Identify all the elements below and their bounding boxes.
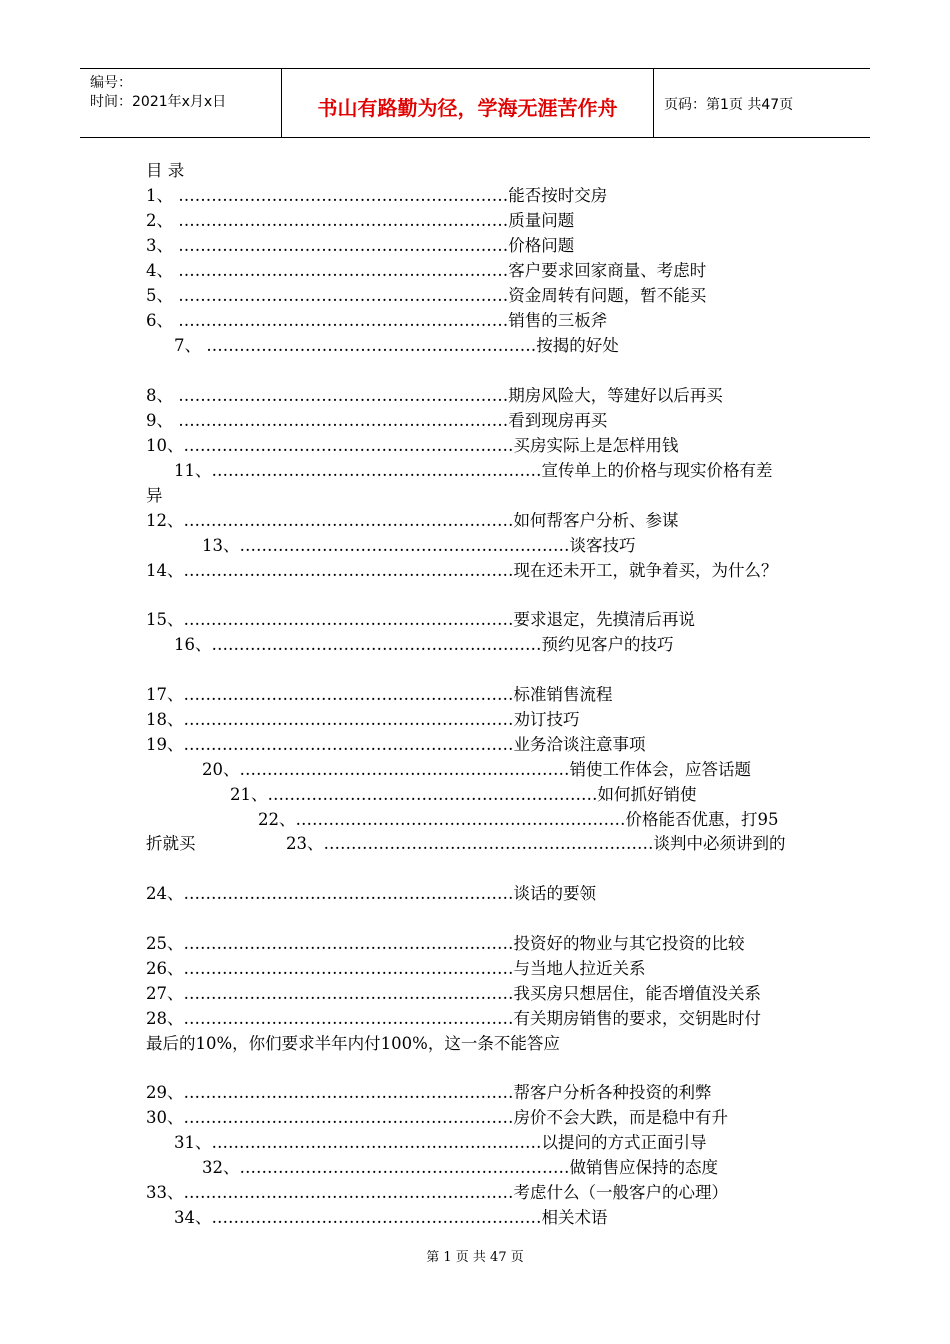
- toc-entry: 28、……………………………………………………有关期房销售的要求，交钥匙时付: [146, 1009, 761, 1028]
- toc-entry: 26、……………………………………………………与当地人拉近关系: [146, 959, 646, 978]
- toc-title: 目 录: [146, 161, 185, 180]
- toc-entry: 27、……………………………………………………我买房只想居住，能否增值没关系: [146, 984, 761, 1003]
- motto-text: 书山有路勤为径，学海无涯苦作舟: [317, 96, 618, 120]
- toc-entry-continuation: 最后的10%，你们要求半年内付100%，这一条不能答应: [146, 1034, 560, 1053]
- toc-entry: 17、……………………………………………………标准销售流程: [146, 685, 613, 704]
- toc-entry: 14、……………………………………………………现在还未开工，就争着买，为什么？: [146, 561, 778, 580]
- number-label: 编号：: [90, 75, 132, 91]
- toc-entry: 19、……………………………………………………业务洽谈注意事项: [146, 735, 646, 754]
- toc-entry: 23、……………………………………………………谈判中必须讲到的: [286, 834, 786, 853]
- toc-entry: 22、……………………………………………………价格能否优惠，打95: [258, 810, 779, 829]
- time-label: 时间：2021年x月x日: [90, 94, 227, 110]
- toc-entry: 29、……………………………………………………帮客户分析各种投资的利弊: [146, 1083, 712, 1102]
- page-footer: 第 1 页 共 47 页: [426, 1250, 524, 1265]
- toc-entry: 1、 ……………………………………………………能否按时交房: [146, 186, 608, 205]
- toc-entry: 34、……………………………………………………相关术语: [174, 1208, 608, 1227]
- toc-entry: 2、 ……………………………………………………质量问题: [146, 211, 575, 230]
- toc-entry: 11、……………………………………………………宣传单上的价格与现实价格有差: [174, 461, 773, 480]
- toc-entry: 18、……………………………………………………劝订技巧: [146, 710, 580, 729]
- toc-entry: 4、 ……………………………………………………客户要求回家商量、考虑时: [146, 261, 707, 280]
- header-page-info: 页码：第1页 共47页: [664, 97, 794, 113]
- toc-entry: 5、 ……………………………………………………资金周转有问题，暂不能买: [146, 286, 707, 305]
- toc-entry: 15、……………………………………………………要求退定，先摸清后再说: [146, 610, 695, 629]
- toc-entry: 16、……………………………………………………预约见客户的技巧: [174, 635, 674, 654]
- toc-entry: 3、 ……………………………………………………价格问题: [146, 236, 575, 255]
- toc-entry: 25、……………………………………………………投资好的物业与其它投资的比较: [146, 934, 745, 953]
- toc-entry: 10、……………………………………………………买房实际上是怎样用钱: [146, 436, 679, 455]
- toc-entry: 6、 ……………………………………………………销售的三板斧: [146, 311, 608, 330]
- toc-entry: 33、……………………………………………………考虑什么（一般客户的心理）: [146, 1183, 728, 1202]
- toc-entry: 12、……………………………………………………如何帮客户分析、参谋: [146, 511, 679, 530]
- toc-entry: 32、……………………………………………………做销售应保持的态度: [202, 1158, 718, 1177]
- toc-entry: 21、……………………………………………………如何抓好销使: [230, 785, 697, 804]
- toc-entry-continuation: 异: [146, 486, 163, 505]
- toc-entry: 9、 ……………………………………………………看到现房再买: [146, 411, 608, 430]
- toc-entry: 13、……………………………………………………谈客技巧: [202, 536, 636, 555]
- toc-entry: 30、……………………………………………………房价不会大跌，而是稳中有升: [146, 1108, 728, 1127]
- toc-entry-continuation: 折就买: [146, 834, 196, 853]
- toc-entry: 8、 ……………………………………………………期房风险大，等建好以后再买: [146, 386, 723, 405]
- toc-entry: 7、 ……………………………………………………按揭的好处: [174, 336, 619, 355]
- toc-entry: 31、……………………………………………………以提问的方式正面引导: [174, 1133, 707, 1152]
- toc-entry: 24、……………………………………………………谈话的要领: [146, 884, 596, 903]
- toc-entry: 20、……………………………………………………销使工作体会，应答话题: [202, 760, 751, 779]
